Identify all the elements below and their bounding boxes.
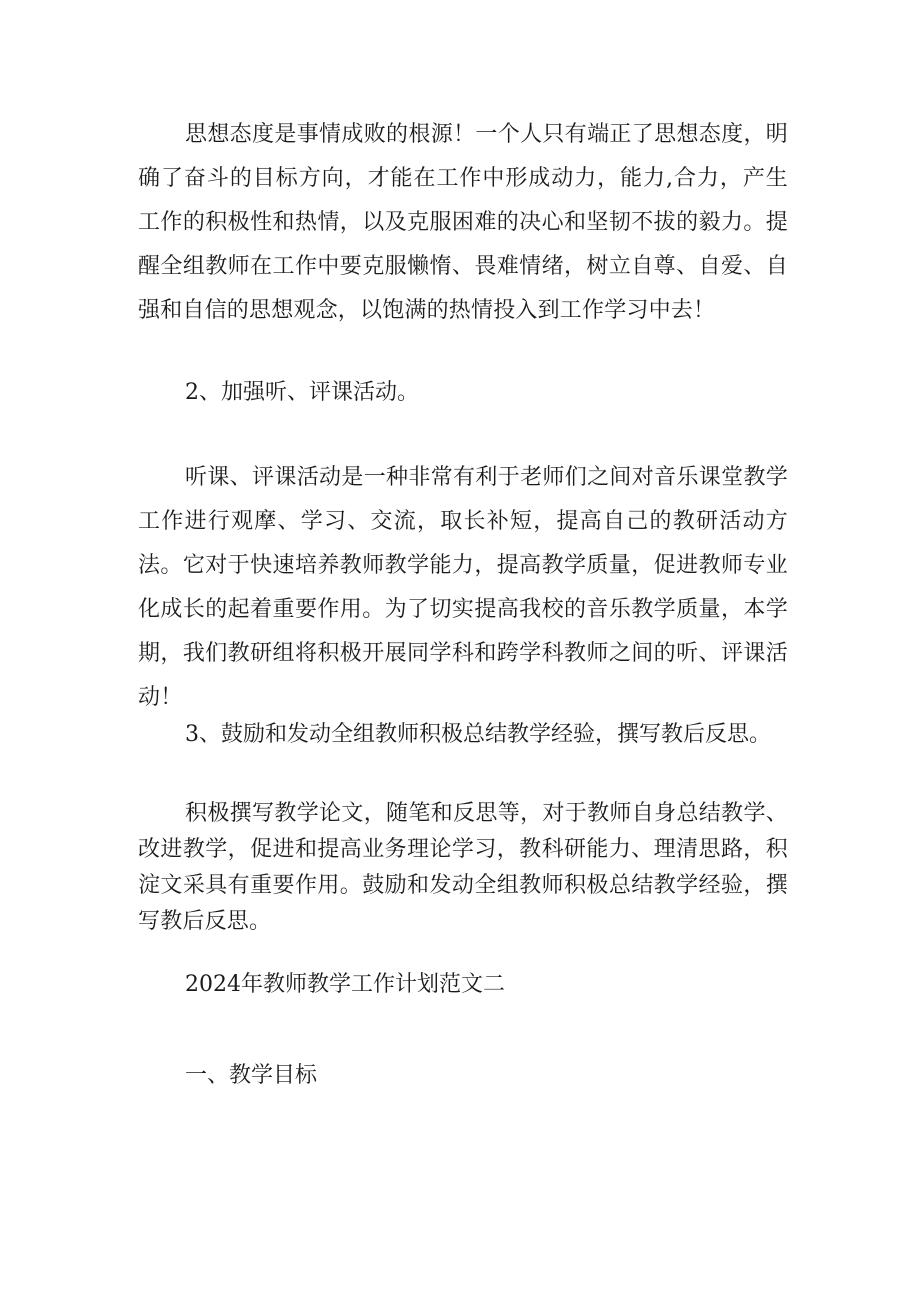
section-title: 2024年教师教学工作计划范文二 (185, 972, 505, 997)
heading-lesson-observation: 2、加强听、评课活动。 (185, 380, 419, 405)
heading-teaching-reflection: 3、鼓励和发动全组教师积极总结教学经验，撰写教后反思。 (185, 722, 771, 747)
paragraph-lesson-observation: 听课、评课活动是一种非常有利于老师们之间对音乐课堂教学工作进行观摩、学习、交流，取长补短，提高自己的教研活动方法。它对于快速培养教师教学能力，提高教学质量，促进教师专业化成长的起着重要作用。为了切实提高我校的音乐教学质量，本学期，我们教研组将积极开展同学科和跨学科教师之间的听、评课活动！ (138, 465, 788, 710)
paragraph-teaching-reflection: 积极撰写教学论文，随笔和反思等，对于教师自身总结教学、改进教学，促进和提高业务理论学习，教科研能力、理清思路，积淀文采具有重要作用。鼓励和发动全组教师积极总结教学经验，撰写教后反思。 (138, 801, 788, 934)
paragraph-attitude: 思想态度是事情成败的根源！一个人只有端正了思想态度，明确了奋斗的目标方向，才能在工作中形成动力，能力,合力，产生工作的积极性和热情，以及克服困难的决心和坚韧不拔的毅力。提醒全组教师在工作中要克服懒惰、畏难情绪，树立自尊、自爱、自强和自信的思想观念，以饱满的热情投入到工作学习中去！ (138, 122, 788, 323)
subsection-title-teaching-goals: 一、教学目标 (185, 1063, 318, 1088)
